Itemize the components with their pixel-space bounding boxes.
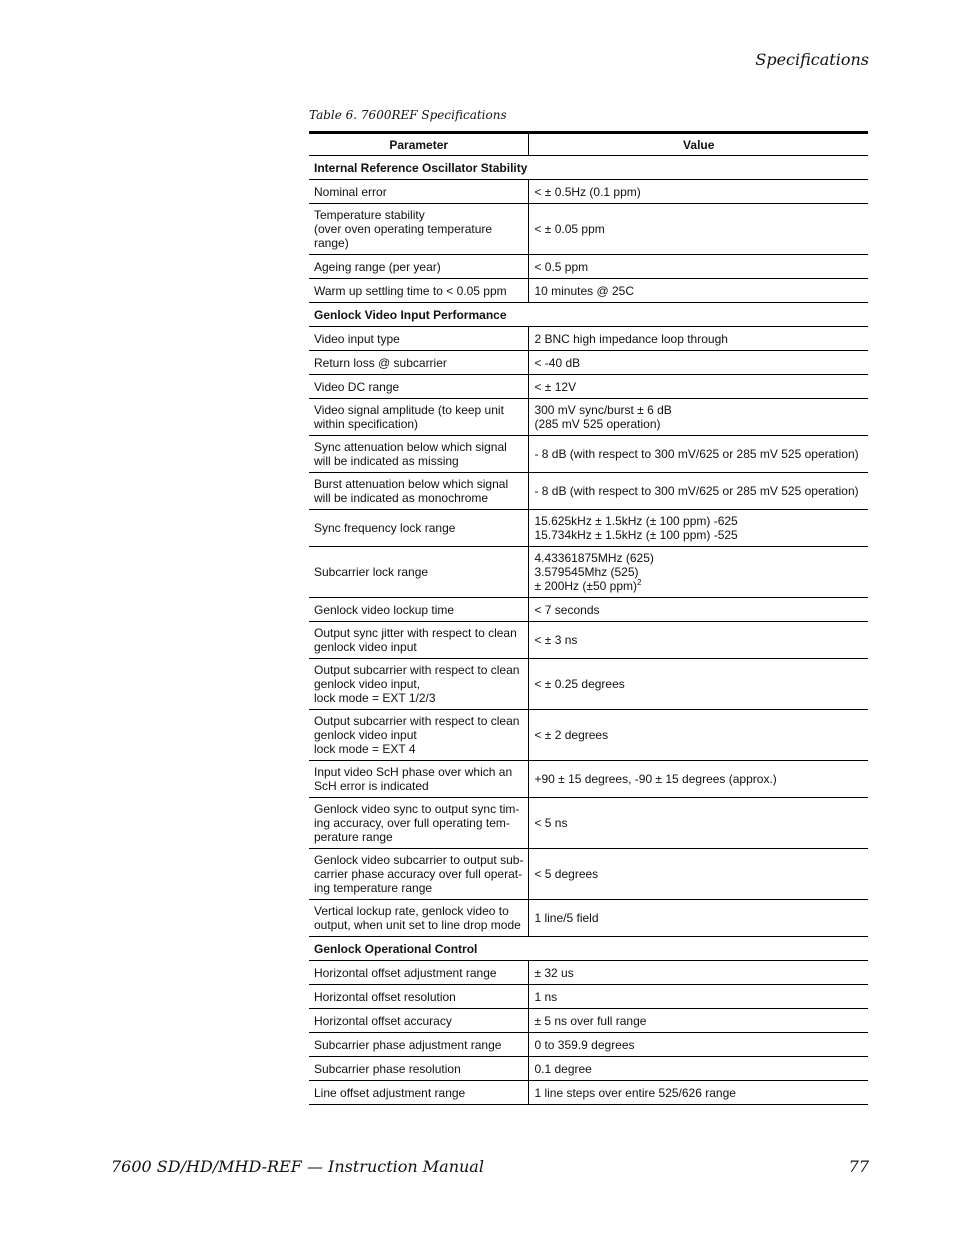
table-row bbox=[309, 279, 868, 303]
value-text: ± 5 ns over full range bbox=[534, 1013, 647, 1028]
parameter-cell bbox=[309, 351, 529, 375]
parameter-text: will be indicated as missing bbox=[314, 454, 459, 468]
value-text: 1 line/5 field bbox=[534, 911, 599, 925]
table-row bbox=[309, 900, 868, 937]
parameter-text: ing temperature range bbox=[314, 881, 433, 895]
value-text: 15.625kHz ± 1.5kHz (± 100 ppm) -625 bbox=[534, 514, 738, 528]
section-header-row bbox=[309, 303, 868, 327]
value-text: 15.734kHz ± 1.5kHz (± 100 ppm) -525 bbox=[534, 528, 738, 542]
parameter-text: Sync frequency lock range bbox=[314, 521, 456, 535]
value-cell bbox=[529, 622, 868, 659]
parameter-text: Output sync jitter with respect to clean bbox=[314, 626, 517, 640]
parameter-cell bbox=[309, 279, 529, 303]
parameter-cell bbox=[309, 1081, 529, 1105]
table-row bbox=[309, 473, 868, 510]
table-row bbox=[309, 255, 868, 279]
page-number: 77 bbox=[848, 1157, 869, 1176]
value-text: 3.579545Mhz (525) bbox=[534, 565, 639, 579]
value-text: < ± 0.25 degrees bbox=[534, 677, 625, 691]
value-text: 1 ns bbox=[534, 989, 558, 1004]
parameter-text: within specification) bbox=[314, 417, 419, 431]
parameter-text: Input video ScH phase over which an bbox=[314, 765, 513, 779]
parameter-text: Horizontal offset adjustment range bbox=[314, 965, 497, 980]
parameter-cell bbox=[309, 961, 529, 985]
table-caption: Table 6. 7600REF Specifications bbox=[309, 108, 507, 122]
value-cell bbox=[529, 761, 868, 798]
value-text: 4.43361875MHz (625) bbox=[534, 551, 654, 565]
value-text: 300 mV sync/burst ± 6 dB bbox=[534, 403, 672, 417]
table-header-row bbox=[309, 133, 868, 156]
parameter-cell bbox=[309, 327, 529, 351]
column-header-parameter: Parameter bbox=[309, 133, 529, 156]
table-row bbox=[309, 761, 868, 798]
running-header: Specifications bbox=[755, 50, 869, 69]
parameter-text: carrier phase accuracy over full operat- bbox=[314, 867, 523, 881]
value-cell bbox=[529, 900, 868, 937]
value-text: 1 line steps over entire 525/626 range bbox=[534, 1085, 736, 1100]
table-row bbox=[309, 375, 868, 399]
parameter-cell bbox=[309, 598, 529, 622]
table-row bbox=[309, 351, 868, 375]
table-row bbox=[309, 849, 868, 900]
parameter-cell bbox=[309, 510, 529, 547]
parameter-text: Genlock video subcarrier to output sub- bbox=[314, 853, 524, 867]
parameter-text: ScH error is indicated bbox=[314, 779, 429, 793]
parameter-cell bbox=[309, 710, 529, 761]
parameter-cell bbox=[309, 900, 529, 937]
value-cell bbox=[529, 351, 868, 375]
parameter-text: Nominal error bbox=[314, 184, 387, 199]
value-cell bbox=[529, 1057, 868, 1081]
table-row bbox=[309, 204, 868, 255]
parameter-cell bbox=[309, 375, 529, 399]
table-row bbox=[309, 1033, 868, 1057]
value-cell bbox=[529, 961, 868, 985]
parameter-text: Subcarrier lock range bbox=[314, 565, 429, 579]
value-cell bbox=[529, 849, 868, 900]
value-text: (285 mV 525 operation) bbox=[534, 417, 661, 431]
value-cell bbox=[529, 1081, 868, 1105]
table-row bbox=[309, 985, 868, 1009]
section-title: Internal Reference Oscillator Stability bbox=[309, 156, 868, 180]
parameter-text: Horizontal offset resolution bbox=[314, 989, 456, 1004]
parameter-text: genlock video input, bbox=[314, 677, 421, 691]
value-cell bbox=[529, 510, 868, 547]
value-text: < ± 3 ns bbox=[534, 633, 578, 647]
value-text: 2 BNC high impedance loop through bbox=[534, 331, 728, 346]
parameter-text: Line offset adjustment range bbox=[314, 1085, 466, 1100]
value-cell bbox=[529, 399, 868, 436]
table-row bbox=[309, 1057, 868, 1081]
value-cell bbox=[529, 473, 868, 510]
parameter-cell bbox=[309, 985, 529, 1009]
value-text: < ± 0.05 ppm bbox=[534, 222, 605, 236]
value-text: < -40 dB bbox=[534, 355, 581, 370]
table-row bbox=[309, 961, 868, 985]
column-header-value: Value bbox=[529, 133, 868, 156]
parameter-cell bbox=[309, 436, 529, 473]
value-cell bbox=[529, 798, 868, 849]
parameter-text: Genlock video sync to output sync tim- bbox=[314, 802, 520, 816]
value-text: < ± 0.5Hz (0.1 ppm) bbox=[534, 184, 641, 199]
parameter-cell bbox=[309, 659, 529, 710]
value-text: < 7 seconds bbox=[534, 602, 600, 617]
value-text: < 5 ns bbox=[534, 816, 568, 830]
parameter-cell bbox=[309, 399, 529, 436]
parameter-text: Return loss @ subcarrier bbox=[314, 355, 447, 370]
table-row bbox=[309, 180, 868, 204]
value-cell bbox=[529, 436, 868, 473]
value-cell bbox=[529, 659, 868, 710]
value-cell bbox=[529, 547, 868, 598]
table-row bbox=[309, 327, 868, 351]
parameter-text: Output subcarrier with respect to clean bbox=[314, 714, 520, 728]
value-text: 0 to 359.9 degrees bbox=[534, 1037, 635, 1052]
parameter-text: genlock video input bbox=[314, 640, 417, 654]
parameter-cell bbox=[309, 473, 529, 510]
value-text: 10 minutes @ 25C bbox=[534, 283, 635, 298]
parameter-cell bbox=[309, 255, 529, 279]
value-text: - 8 dB (with respect to 300 mV/625 or 285 mV 525 operation) bbox=[534, 447, 859, 461]
value-cell bbox=[529, 180, 868, 204]
parameter-text: Subcarrier phase adjustment range bbox=[314, 1037, 502, 1052]
parameter-text: Output subcarrier with respect to clean bbox=[314, 663, 520, 677]
parameter-text: ing accuracy, over full operating tem- bbox=[314, 816, 510, 830]
value-cell bbox=[529, 375, 868, 399]
parameter-text: Vertical lockup rate, genlock video to bbox=[314, 904, 509, 918]
value-text: 0.1 degree bbox=[534, 1061, 592, 1076]
table-row bbox=[309, 598, 868, 622]
parameter-text: Ageing range (per year) bbox=[314, 259, 441, 274]
value-text: +90 ± 15 degrees, -90 ± 15 degrees (approx.) bbox=[534, 772, 777, 786]
table-row bbox=[309, 622, 868, 659]
parameter-cell bbox=[309, 622, 529, 659]
value-text: ± 32 us bbox=[534, 965, 574, 980]
table-row bbox=[309, 399, 868, 436]
value-text: < 0.5 ppm bbox=[534, 259, 589, 274]
parameter-text: lock mode = EXT 4 bbox=[314, 742, 416, 756]
value-cell bbox=[529, 710, 868, 761]
parameter-text: lock mode = EXT 1/2/3 bbox=[314, 691, 436, 705]
value-cell bbox=[529, 204, 868, 255]
value-cell bbox=[529, 1009, 868, 1033]
parameter-cell bbox=[309, 1009, 529, 1033]
parameter-text: will be indicated as monochrome bbox=[314, 491, 489, 505]
parameter-text: Sync attenuation below which signal bbox=[314, 440, 507, 454]
section-header-row bbox=[309, 156, 868, 180]
parameter-text: output, when unit set to line drop mode bbox=[314, 918, 521, 932]
parameter-text: genlock video input bbox=[314, 728, 417, 742]
value-text: < ± 2 degrees bbox=[534, 728, 609, 742]
table-row bbox=[309, 659, 868, 710]
value-cell bbox=[529, 279, 868, 303]
parameter-text: range) bbox=[314, 236, 349, 250]
section-header-row bbox=[309, 937, 868, 961]
value-text: < 5 degrees bbox=[534, 867, 599, 881]
table-row bbox=[309, 1009, 868, 1033]
specifications-table bbox=[309, 131, 868, 1105]
parameter-cell bbox=[309, 547, 529, 598]
parameter-text: Video signal amplitude (to keep unit bbox=[314, 403, 504, 417]
table-row bbox=[309, 510, 868, 547]
value-text: ± 200Hz (±50 ppm) bbox=[534, 579, 637, 593]
parameter-text: Horizontal offset accuracy bbox=[314, 1013, 452, 1028]
parameter-text: Warm up settling time to < 0.05 ppm bbox=[314, 283, 507, 298]
section-title: Genlock Video Input Performance bbox=[309, 303, 868, 327]
footer-manual-title: 7600 SD/HD/MHD-REF — Instruction Manual bbox=[111, 1157, 484, 1176]
section-title: Genlock Operational Control bbox=[309, 937, 868, 961]
parameter-cell bbox=[309, 1033, 529, 1057]
value-cell bbox=[529, 255, 868, 279]
value-cell bbox=[529, 985, 868, 1009]
parameter-cell bbox=[309, 1057, 529, 1081]
table-body bbox=[309, 156, 868, 1105]
parameter-text: Burst attenuation below which signal bbox=[314, 477, 509, 491]
value-cell bbox=[529, 1033, 868, 1057]
parameter-text: Video input type bbox=[314, 331, 400, 346]
parameter-cell bbox=[309, 180, 529, 204]
parameter-text: perature range bbox=[314, 830, 393, 844]
parameter-cell bbox=[309, 849, 529, 900]
footnote-marker: 2 bbox=[637, 578, 642, 587]
table-row bbox=[309, 710, 868, 761]
value-text: - 8 dB (with respect to 300 mV/625 or 285 mV 525 operation) bbox=[534, 484, 859, 498]
parameter-text: Temperature stability bbox=[314, 208, 425, 222]
parameter-cell bbox=[309, 798, 529, 849]
parameter-cell bbox=[309, 204, 529, 255]
parameter-text: Video DC range bbox=[314, 379, 400, 394]
parameter-text: Genlock video lockup time bbox=[314, 602, 455, 617]
parameter-text: Subcarrier phase resolution bbox=[314, 1061, 461, 1076]
value-text: < ± 12V bbox=[534, 379, 577, 394]
table-row bbox=[309, 547, 868, 598]
table-row bbox=[309, 436, 868, 473]
value-cell bbox=[529, 598, 868, 622]
parameter-cell bbox=[309, 761, 529, 798]
table-row bbox=[309, 1081, 868, 1105]
value-cell bbox=[529, 327, 868, 351]
table-row bbox=[309, 798, 868, 849]
parameter-text: (over oven operating temperature bbox=[314, 222, 493, 236]
